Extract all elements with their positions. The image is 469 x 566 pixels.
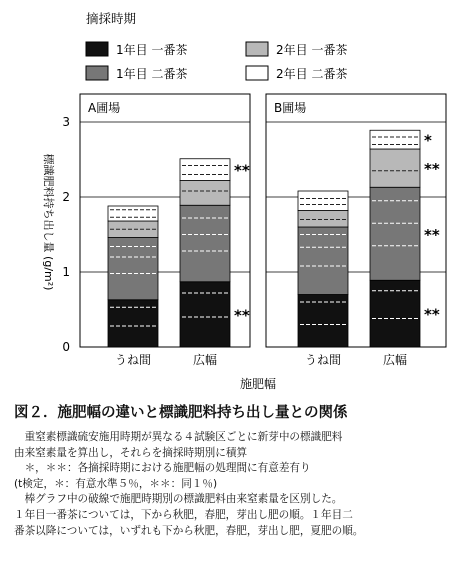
significance-mark: ** — [424, 160, 440, 179]
caption-line: (t検定，＊：有意水準５％，＊＊：同１％) — [14, 477, 218, 490]
legend-swatch — [86, 42, 108, 56]
chart-panels — [80, 94, 446, 367]
legend-swatch — [246, 42, 268, 56]
bar-segment — [370, 130, 420, 149]
panel — [80, 94, 250, 367]
legend-label: 1年目 二番茶 — [116, 67, 188, 81]
x-axis-label: 施肥幅 — [239, 377, 277, 391]
legend-label: 2年目 一番茶 — [276, 43, 348, 57]
legend-title: 摘採時期 — [86, 11, 137, 26]
x-tick-label: うね間 — [114, 353, 152, 367]
y-tick-label: 2 — [62, 190, 70, 204]
y-axis-ticks — [62, 115, 70, 354]
legend-label: 2年目 二番茶 — [276, 67, 348, 81]
y-tick-label: 1 — [62, 265, 70, 279]
panel — [266, 94, 446, 367]
significance-mark: * — [424, 131, 432, 150]
bar-segment — [180, 181, 230, 206]
caption-line: １年目一番茶については，下から秋肥，春肥，芽出し肥の順。１年目二 — [14, 508, 353, 521]
y-tick-label: 0 — [62, 340, 70, 354]
legend — [86, 11, 347, 81]
bar-segment — [370, 187, 420, 280]
panel-title: A圃場 — [88, 101, 121, 115]
significance-mark: ** — [234, 161, 250, 180]
bar-segment — [298, 211, 348, 228]
bar-segment — [298, 227, 348, 295]
bar-segment — [108, 238, 158, 300]
caption-line: 棒グラフ中の破線で施肥時期別の標識肥料由来窒素量を区別した。 — [14, 493, 343, 506]
x-tick-label: 広幅 — [192, 353, 218, 367]
bar-segment — [298, 295, 348, 348]
bar-segment — [180, 205, 230, 282]
significance-mark: ** — [424, 305, 440, 324]
legend-label: 1年目 一番茶 — [116, 43, 188, 57]
caption-line: ＊，＊＊：各摘採時期における施肥幅の処理間に有意差有り — [14, 462, 311, 475]
y-axis-label: 標識肥料持ち出し量 (g/m²) — [42, 153, 55, 291]
caption-line: 由来窒素量を算出し，それらを摘採時期別に積算 — [14, 446, 248, 459]
bar-segment — [370, 280, 420, 347]
significance-mark: ** — [234, 306, 250, 325]
y-tick-label: 3 — [62, 115, 70, 129]
caption-line: 重窒素標識硫安施用時期が異なる４試験区ごとに新芽中の標識肥料 — [14, 431, 343, 443]
bar-segment — [298, 191, 348, 211]
bar-segment — [370, 149, 420, 187]
x-tick-label: 広幅 — [382, 353, 408, 367]
figure-title: 図２．施肥幅の違いと標識肥料持ち出し量との関係 — [14, 405, 348, 421]
significance-mark: ** — [424, 225, 440, 244]
figure-caption — [14, 401, 462, 539]
panel-title: B圃場 — [274, 101, 307, 115]
bar-segment — [180, 282, 230, 347]
legend-swatch — [246, 66, 268, 80]
bar-segment — [180, 159, 230, 181]
bar-segment — [108, 206, 158, 221]
legend-swatch — [86, 66, 108, 80]
bar-segment — [108, 221, 158, 238]
bar-segment — [108, 300, 158, 347]
x-tick-label: うね間 — [304, 353, 342, 367]
caption-line: 番茶以降については，いずれも下から秋肥，春肥，芽出し肥，夏肥の順。 — [14, 524, 364, 537]
